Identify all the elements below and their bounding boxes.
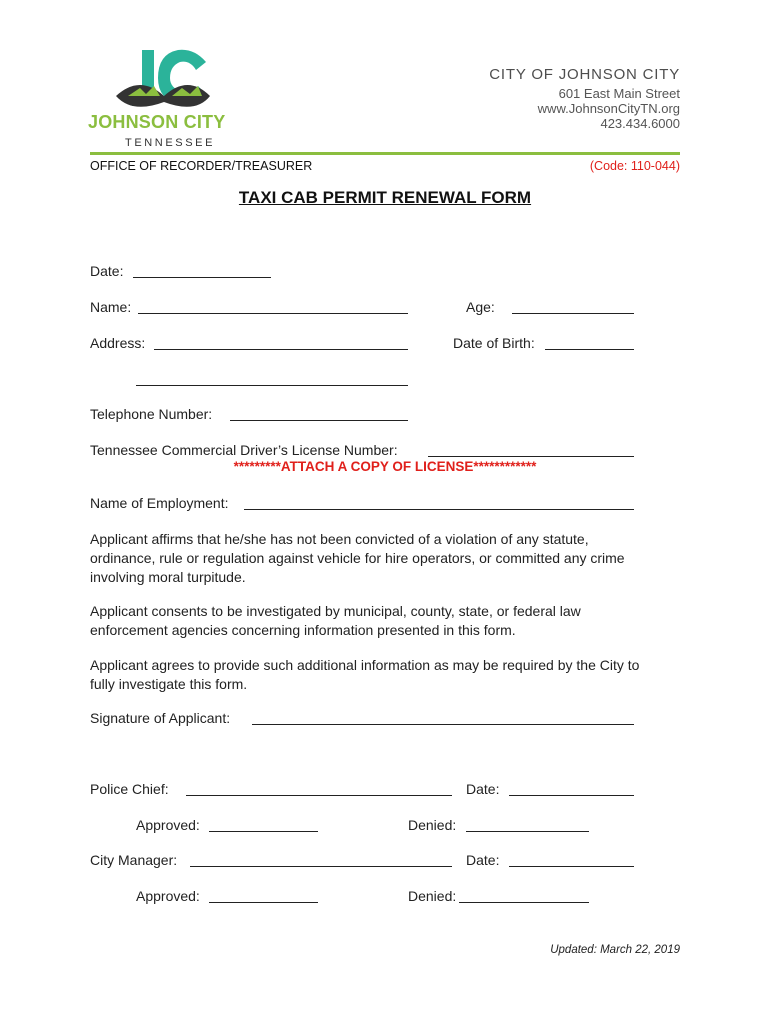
name-field[interactable] — [138, 313, 408, 314]
city-address: 601 East Main Street — [558, 86, 680, 101]
address-line-2-field[interactable] — [136, 385, 408, 386]
police-date-label: Date: — [466, 781, 500, 797]
agreement-paragraph: Applicant agrees to provide such additional information as may be required by the City to fully investigate this form. — [90, 657, 640, 692]
office-name: OFFICE OF RECORDER/TREASURER — [90, 159, 313, 173]
name-label: Name: — [90, 299, 132, 315]
address-label: Address: — [90, 335, 146, 351]
license-label: Tennessee Commercial Driver’s License Number: — [90, 442, 398, 458]
updated-date: Updated: March 22, 2019 — [550, 944, 680, 956]
consent-paragraph: Applicant consents to be investigated by municipal, county, state, or federal law enforcement agencies concerning information presented in this form. — [90, 603, 581, 638]
logo-subtitle: TENNESSEE — [125, 137, 216, 149]
manager-approved-label: Approved: — [136, 888, 200, 904]
signature-field[interactable] — [252, 724, 634, 725]
employment-label: Name of Employment: — [90, 495, 229, 511]
manager-denied-field[interactable] — [459, 902, 589, 903]
license-field[interactable] — [428, 456, 634, 457]
manager-approved-field[interactable] — [209, 902, 318, 903]
city-manager-field[interactable] — [190, 866, 452, 867]
signature-label: Signature of Applicant: — [90, 710, 231, 726]
manager-date-field[interactable] — [509, 866, 634, 867]
date-field[interactable] — [133, 277, 271, 278]
form-code: (Code: 110-044) — [589, 159, 680, 173]
affirmation-paragraph: Applicant affirms that he/she has not been convicted of a violation of any statute, ordinance, rule or regulation against vehicle for hire operators, or committed any crime involving moral turpitude. — [90, 531, 625, 585]
police-approved-label: Approved: — [136, 817, 200, 833]
dob-field[interactable] — [545, 349, 634, 350]
police-date-field[interactable] — [509, 795, 634, 796]
age-label: Age: — [466, 299, 495, 315]
age-field[interactable] — [512, 313, 634, 314]
police-denied-field[interactable] — [466, 831, 589, 832]
header-divider — [90, 152, 680, 155]
city-manager-label: City Manager: — [90, 852, 178, 868]
manager-date-label: Date: — [466, 852, 500, 868]
city-phone: 423.434.6000 — [600, 116, 680, 131]
logo-wordmark: JOHNSON CITY — [88, 112, 226, 132]
city-name: CITY OF JOHNSON CITY — [489, 66, 680, 83]
city-website: www.JohnsonCityTN.org — [537, 101, 680, 116]
police-chief-field[interactable] — [186, 795, 452, 796]
address-field[interactable] — [154, 349, 408, 350]
dob-label: Date of Birth: — [453, 335, 535, 351]
license-attach-warning: *********ATTACH A COPY OF LICENSE************ — [233, 459, 537, 474]
police-approved-field[interactable] — [209, 831, 318, 832]
telephone-label: Telephone Number: — [90, 406, 213, 422]
manager-denied-label: Denied: — [408, 888, 457, 904]
police-chief-label: Police Chief: — [90, 781, 169, 797]
employment-field[interactable] — [244, 509, 634, 510]
form-title: TAXI CAB PERMIT RENEWAL FORM — [238, 188, 532, 207]
police-denied-label: Denied: — [408, 817, 457, 833]
telephone-field[interactable] — [230, 420, 408, 421]
date-label: Date: — [90, 263, 124, 279]
